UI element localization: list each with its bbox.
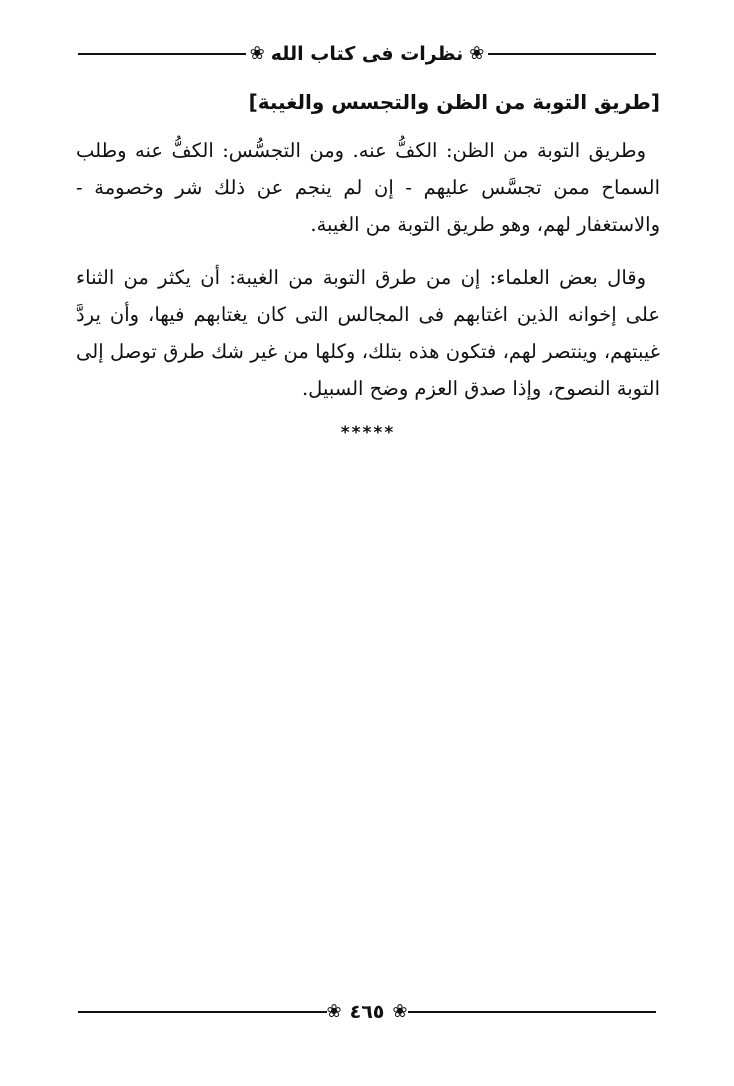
header-rule-left [78, 53, 246, 55]
flower-ornament-icon: ❀ [469, 43, 485, 64]
footer-rule-left [78, 1011, 327, 1013]
flower-ornament-icon: ❀ [392, 1001, 408, 1022]
flower-ornament-icon: ❀ [249, 43, 265, 64]
flower-ornament-icon: ❀ [326, 1001, 342, 1022]
paragraph-1: وطريق التوبة من الظن: الكفُّ عنه. ومن التجسُّس: الكفُّ عنه وطلب السماح ممن تجسَّس عليهم - إن لم ينجم عن ذلك شر وخصومة - والاستغفار لهم، وهو طريق التوبة من الغيبة. [76, 139, 660, 236]
section-heading: [طريق التوبة من الظن والتجسس والغيبة] [248, 90, 660, 114]
page-footer [78, 996, 656, 1028]
paragraph-2: وقال بعض العلماء: إن من طرق التوبة من الغيبة: أن يكثر من الثناء على إخوانه الذين اغتابهم فى المجالس التى كان يغتابهم فيها، وأن يردَّ غيبتهم، وينتصر لهم، فتكون هذه بتلك، وكلها من غير شك طرق توصل إلى التوبة النصوح، وإذا صدق العزم وضح السبيل. [76, 266, 660, 400]
header-center [246, 43, 489, 65]
section-separator: ***** [340, 423, 396, 443]
header-rule-right [488, 53, 656, 55]
page-number: ٤٦٥ [349, 1001, 385, 1023]
footer-rule-right [408, 1011, 657, 1013]
page-header [78, 34, 656, 74]
running-title: نظرات فى كتاب الله [270, 43, 464, 65]
page-content [76, 86, 660, 443]
